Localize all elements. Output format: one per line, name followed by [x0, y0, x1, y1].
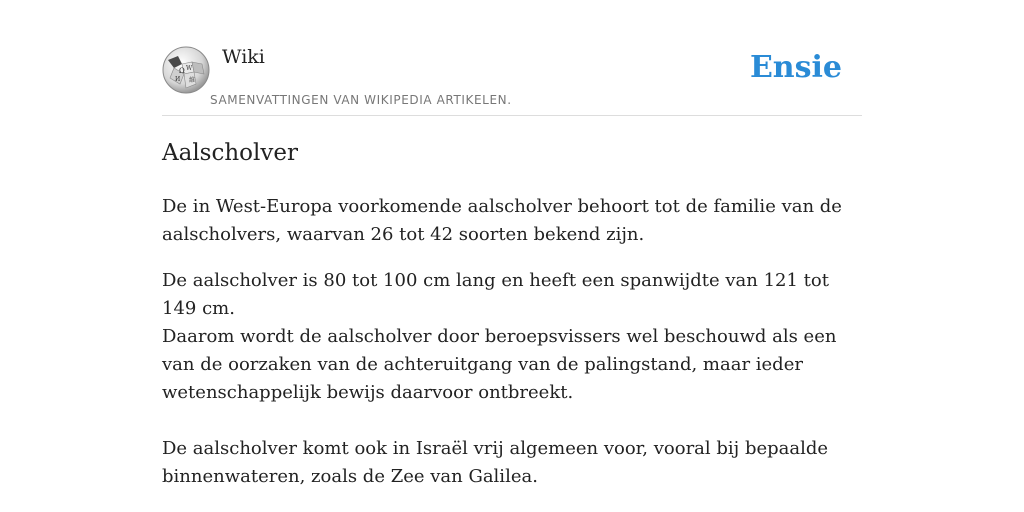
article-paragraph: Daarom wordt de aalscholver door beroepsvissers wel beschouwd als een van de oorzaken van de achteruitgang van de palingstand, maar ieder wetenschappelijk bewijs daarvoor ontbreekt.: [162, 326, 837, 403]
site-header: [162, 0, 862, 116]
svg-text:Ω: Ω: [179, 67, 185, 75]
site-tagline: SAMENVATTINGEN VAN WIKIPEDIA ARTIKELEN.: [210, 93, 512, 107]
article-paragraph: De aalscholver komt ook in Israël vrij algemeen voor, vooral bij bepaalde binnenwateren, zoals de Zee van Galilea.: [162, 438, 829, 487]
svg-text:И: И: [175, 76, 181, 83]
svg-text:W: W: [186, 65, 193, 72]
page: [162, 0, 862, 512]
article-paragraph: De aalscholver is 80 tot 100 cm lang en heeft een spanwijdte van 121 tot 149 cm.: [162, 270, 829, 319]
article-paragraph: De in West-Europa voorkomende aalscholver behoort tot de familie van de aalscholvers, waarvan 26 tot 42 soorten bekend zijn.: [162, 196, 842, 245]
site-name[interactable]: Wiki: [222, 46, 265, 68]
wikipedia-globe-icon[interactable]: [162, 46, 210, 94]
page-title: Aalscholver: [162, 140, 298, 166]
svg-text:維: 維: [189, 77, 196, 84]
brand-link[interactable]: Ensie: [749, 50, 842, 85]
